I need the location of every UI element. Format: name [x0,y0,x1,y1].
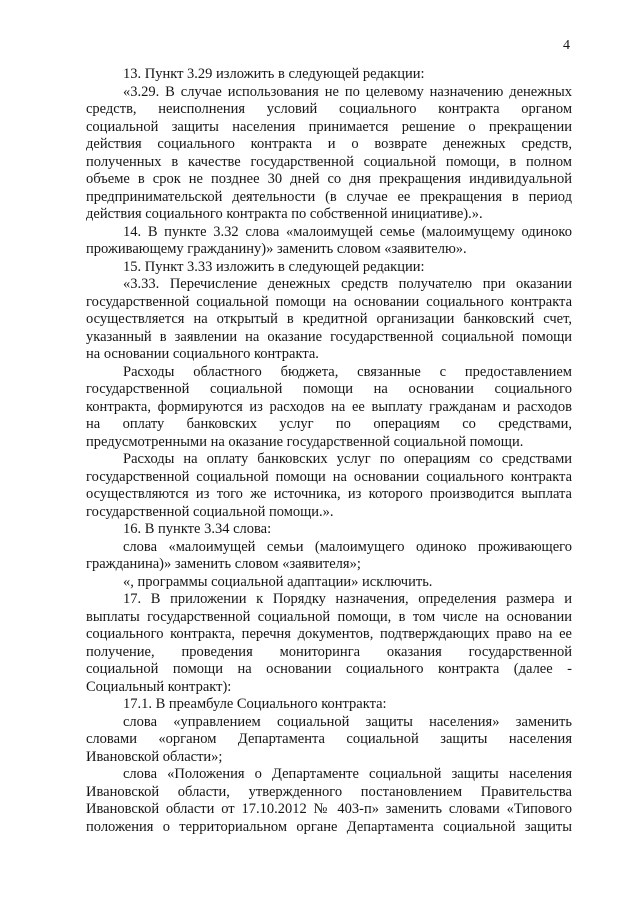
text-line: государственной социальной помощи.». [86,503,334,520]
text-line: словами «органом Департамента социальной защиты населения [86,731,572,747]
paragraph [86,364,572,452]
text-line: 15. Пункт 3.33 изложить в следующей редакции: [123,258,425,275]
text-line: проживающему гражданину)» заменить словом «заявителю». [86,241,467,257]
text-line: социальной помощи на основании социального контракта (далее - [86,661,572,677]
text-line: Расходы на оплату банковских услуг по операциям со средствами [123,451,572,467]
paragraph [86,539,572,574]
text-line: предусмотренными на оказание государственной социальной помощи. [86,433,524,450]
text-line: средств, неисполнения условий социального контракта органом [86,101,572,117]
page-number: 4 [563,38,570,53]
text-line: государственной социальной помощи на основании социального контракта [86,293,572,310]
text-line: 14. В пункте 3.32 слова «малоимущей семье (малоимущему одиноко [123,223,572,240]
document-body [86,66,572,836]
text-line: получение, проведения мониторинга оказания государственной [86,643,572,660]
paragraph [86,574,572,592]
paragraph [86,451,572,521]
paragraph [86,84,572,224]
text-line: государственной социальной помощи на основании социального контракта [86,468,572,485]
text-line: на основании социального контракта. [86,346,319,362]
text-line: указанный в заявлении на оказание государственной социальной помощи [86,328,572,345]
text-line: слова «малоимущей семьи (малоимущего одиноко проживающего [123,538,572,555]
text-line: социальной защиты населения принимается решение о прекращении [86,118,572,135]
paragraph [86,591,572,696]
text-line: слова «управлением социальной защиты населения» заменить [123,713,572,730]
paragraph [86,521,572,539]
text-line: объеме в срок не позднее 30 дней со дня прекращения индивидуальной [86,171,572,187]
text-line: 17.1. В преамбуле Социального контракта: [123,696,387,712]
paragraph [86,224,572,259]
text-line: 16. В пункте 3.34 слова: [123,521,272,537]
paragraph [86,276,572,364]
text-line: Социальный контракт): [86,678,232,695]
text-line: положения о территориальном органе Департамента социальной защиты [86,818,572,835]
text-line: 17. В приложении к Порядку назначения, определения размера и [123,591,572,607]
text-line: 13. Пункт 3.29 изложить в следующей редакции: [123,66,425,82]
text-line: Ивановской области от 17.10.2012 № 403-п» заменить словами «Типового [86,801,572,817]
paragraph [86,766,572,836]
text-line: осуществляются из того же источника, из которого производится выплата [86,486,572,502]
paragraph [86,696,572,714]
paragraph [86,66,572,84]
text-line: действия социального контракта и о возврате денежных средств, [86,136,572,152]
text-line: Расходы областного бюджета, связанные с предоставлением [123,363,572,380]
text-line: осуществляется на открытый в кредитной организации банковский счет, [86,311,572,327]
text-line: полученных в качестве государственной социальной помощи, в полном [86,153,572,170]
text-line: социального контракта, перечня документов, подтверждающих право на ее [86,626,572,642]
text-line: на оплату банковских услуг по операциям со средствами, [86,416,572,432]
text-line: государственной социальной помощи на основании социального [86,381,572,397]
text-line: слова «Положения о Департаменте социальной защиты населения [123,766,572,782]
text-line: «3.29. В случае использования не по целевому назначению денежных [123,83,572,100]
text-line: выплаты государственной социальной помощи, в том числе на основании [86,608,572,625]
text-line: действия социального контракта по собственной инициативе).». [86,206,483,222]
text-line: предпринимательской деятельности (в случае ее прекращения в период [86,188,572,205]
paragraph [86,714,572,767]
text-line: Ивановской области, утвержденного постановлением Правительства [86,783,572,800]
text-line: контракта, формируются из расходов на ее выплату гражданам и расходов [86,398,572,415]
text-line: Ивановской области»; [86,748,223,765]
paragraph [86,259,572,277]
text-line: «, программы социальной адаптации» исключить. [123,573,433,590]
text-line: гражданина)» заменить словом «заявителя»; [86,556,361,572]
text-line: «3.33. Перечисление денежных средств получателю при оказании [123,276,572,292]
